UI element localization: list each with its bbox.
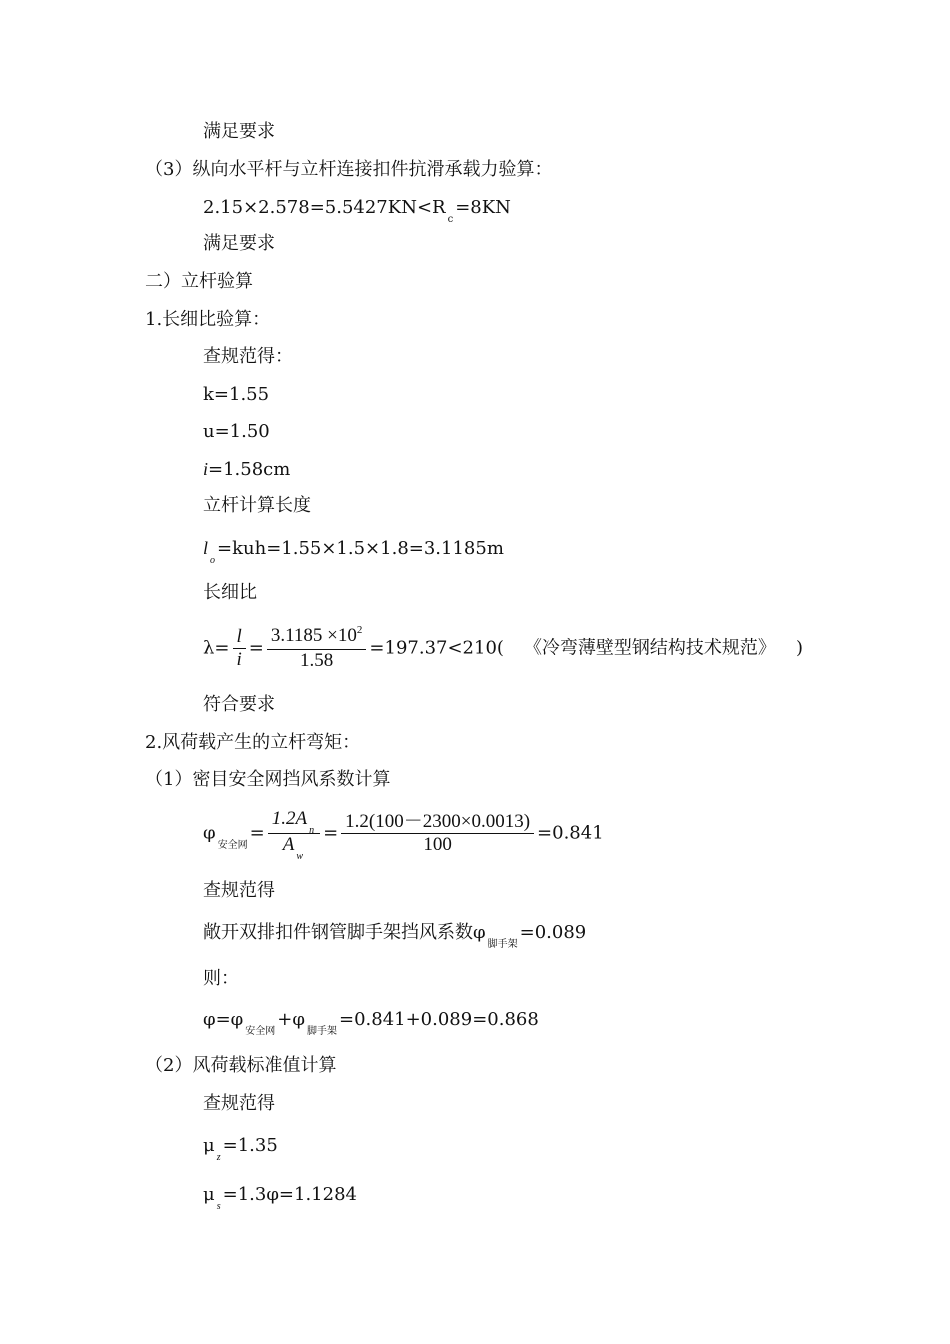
paren-close: ) <box>795 637 803 659</box>
fraction <box>341 811 534 856</box>
formula-line <box>203 1184 357 1212</box>
body-text: 长细比 <box>203 582 257 603</box>
subsection-heading: 1.长细比验算： <box>145 309 271 330</box>
formula-text: =0.841+0.089=0.868 <box>338 1009 539 1030</box>
formula-line <box>203 537 504 566</box>
denominator: i <box>233 648 246 671</box>
equals: = <box>248 637 264 659</box>
phi-symbol: φ <box>203 822 216 844</box>
numerator-text: 3.1185 ×10 <box>270 625 357 646</box>
formula-text: =1.35 <box>222 1135 278 1156</box>
denominator: 100 <box>341 833 534 856</box>
denominator: 1.58 <box>267 649 367 672</box>
mu-symbol: μ <box>203 1184 215 1205</box>
superscript: 2 <box>356 624 363 636</box>
fraction <box>233 626 246 671</box>
body-text: 查规范得 <box>203 1093 275 1114</box>
fraction <box>267 625 367 672</box>
symbol: l <box>203 538 209 558</box>
formula-text: +φ <box>277 1009 305 1030</box>
formula-text: =0.089 <box>519 922 587 943</box>
equals: = <box>214 637 230 659</box>
body-text: 查规范得： <box>203 346 293 367</box>
subscript: c <box>447 214 454 225</box>
symbol: i <box>203 459 209 479</box>
body-text: 则： <box>203 968 239 989</box>
subscript: w <box>296 851 304 862</box>
subscript: 安全网 <box>217 839 248 851</box>
subscript: n <box>309 825 315 836</box>
result: =197.37<210( <box>369 637 504 659</box>
denominator-text: A <box>282 834 295 855</box>
equals: = <box>249 822 265 844</box>
numerator: l <box>236 626 242 647</box>
numerator <box>268 808 320 836</box>
lambda-symbol: λ <box>203 637 215 659</box>
section-heading-2: （2）风荷载标准值计算 <box>145 1055 337 1076</box>
numerator-text: 1.2A <box>271 808 308 829</box>
conclusion-text: 满足要求 <box>203 121 275 142</box>
fraction <box>268 808 320 862</box>
section-heading-3: （3）纵向水平杆与立杆连接扣件抗滑承载力验算： <box>145 159 553 180</box>
subsection-heading: 2.风荷载产生的立杆弯矩： <box>145 732 361 753</box>
formula-text: =1.3φ=1.1284 <box>222 1184 357 1205</box>
standard-reference: 《冷弯薄壁型钢结构技术规范》 <box>523 637 776 659</box>
wind-coefficient-formula <box>203 808 604 861</box>
body-text: 立杆计算长度 <box>203 495 311 516</box>
result: =0.841 <box>537 822 604 844</box>
subscript: 脚手架 <box>487 939 518 950</box>
parameter-i <box>203 458 290 481</box>
formula-text: φ=φ <box>203 1009 244 1030</box>
subscript: 脚手架 <box>306 1026 337 1037</box>
section-heading: 二）立杆验算 <box>145 271 253 292</box>
mu-symbol: μ <box>203 1135 215 1156</box>
value: =1.58cm <box>208 459 291 480</box>
formula-line <box>203 197 511 225</box>
formula-text: =8KN <box>455 197 511 218</box>
conclusion-text: 符合要求 <box>203 694 275 715</box>
formula-line <box>203 1009 539 1037</box>
subscript: s <box>216 1201 221 1212</box>
parameter-u: u=1.50 <box>203 421 270 442</box>
numerator <box>267 625 367 649</box>
formula-text: 敞开双排扣件钢管脚手架挡风系数φ <box>203 922 486 943</box>
formula-text: =kuh=1.55×1.5×1.8=3.1185m <box>217 538 504 559</box>
subscript: 安全网 <box>245 1026 276 1037</box>
numerator: 1.2(100－2300×0.0013) <box>345 811 531 832</box>
subscript: o <box>210 555 216 566</box>
section-heading-1: （1）密目安全网挡风系数计算 <box>145 769 391 790</box>
formula-text: 2.15×2.578=5.5427KN<R <box>203 197 446 218</box>
slenderness-formula <box>203 625 803 672</box>
equals: = <box>323 822 339 844</box>
formula-line <box>203 1135 278 1163</box>
subscript: z <box>216 1152 221 1163</box>
denominator <box>268 833 320 862</box>
conclusion-text: 满足要求 <box>203 233 275 254</box>
parameter-k: k=1.55 <box>203 384 270 405</box>
body-text: 查规范得 <box>203 880 275 901</box>
formula-line <box>203 922 587 950</box>
